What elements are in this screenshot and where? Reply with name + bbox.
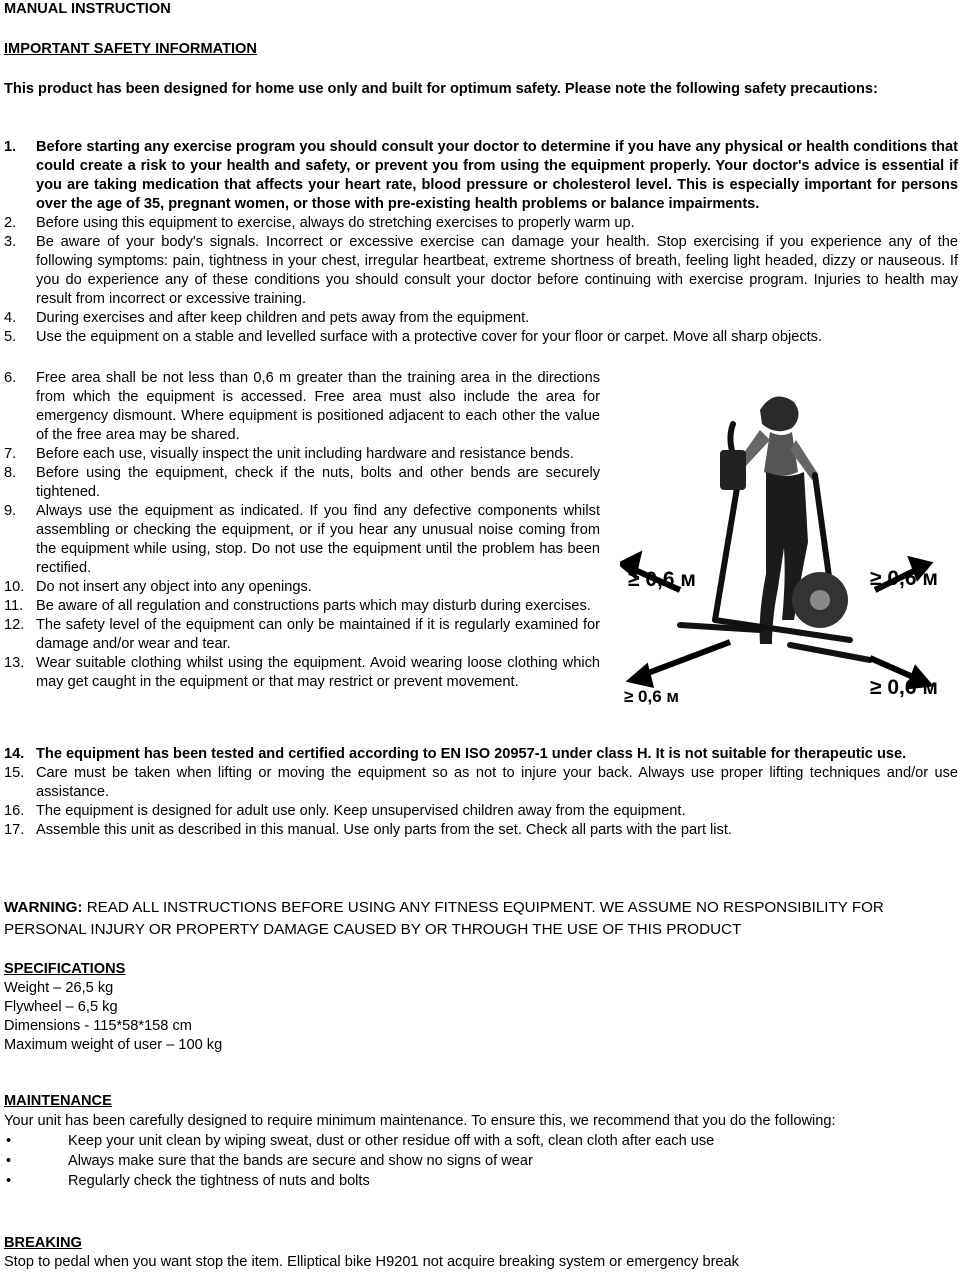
list-item: 10. Do not insert any object into any openings.: [4, 579, 312, 595]
maintenance-list: [4, 1131, 958, 1191]
console: [720, 450, 746, 490]
list-item: 8. Before using the equipment, check if the nuts, bolts and other bends are securely tightened.: [4, 465, 600, 500]
breaking-text: Stop to pedal when you want stop the item. Elliptical bike H9201 not acquire breaking system or emergency break: [4, 1254, 739, 1270]
breaking-heading: BREAKING: [4, 1235, 82, 1251]
safety-list-bottom: [4, 745, 958, 840]
list-item: 6. Free area shall be not less than 0,6 m greater than the training area in the directions from which the equipment is accessed. Free area must also include the area for emergency dismount. Where equipment is positioned adjacent to each other the value of the free area may be shared.: [4, 370, 600, 443]
bullet-icon: •: [6, 1133, 12, 1149]
spec-line: Weight – 26,5 kg: [4, 980, 114, 996]
list-item: 13. Wear suitable clothing whilst using the equipment. Avoid wearing loose clothing which may get caught in the equipment or that may restrict or prevent movement.: [4, 655, 600, 690]
list-item: 1. Before starting any exercise program you should consult your doctor to determine if you have any physical or health conditions that could create a risk to your health and safety, or prevent you from using the equipment properly. Your doctor's advice is essential if you are taking medication that affects your heart rate, blood pressure or cholesterol level. This is especially important for persons over the age of 35, pregnant women, or those with pre-existing health problems or balance impairments.: [4, 139, 958, 212]
list-item: • Regularly check the tightness of nuts and bolts: [6, 1173, 370, 1189]
list-item: 15. Care must be taken when lifting or moving the equipment so as not to injure your back. Always use proper lifting techniques and/or use assistance.: [4, 765, 958, 800]
specifications-heading: SPECIFICATIONS: [4, 961, 126, 977]
maintenance-intro: Your unit has been carefully designed to require minimum maintenance. To ensure this, we recommend that you do the following:: [4, 1113, 836, 1129]
list-item: 12. The safety level of the equipment can only be maintained if it is regularly examined for damage and/or wear and tear.: [4, 617, 600, 652]
specifications-list: [4, 979, 222, 1055]
warning-notice: WARNING: READ ALL INSTRUCTIONS BEFORE USING ANY FITNESS EQUIPMENT. WE ASSUME NO RESPONSIBILITY FOR PERSONAL INJURY OR PROPERTY DAMAGE CAUSED BY OR THROUGH THE USE OF THIS PRODUCT: [4, 899, 884, 938]
list-item: 14. The equipment has been tested and certified according to EN ISO 20957-1 under class H. It is not suitable for therapeutic use.: [4, 746, 907, 762]
label-left-top: ≥ 0,6 м: [628, 568, 696, 591]
bullet-icon: •: [6, 1153, 12, 1169]
manual-title: MANUAL INSTRUCTION: [4, 1, 171, 17]
list-item: 11. Be aware of all regulation and constructions parts which may disturb during exercises.: [4, 598, 591, 614]
label-right-top: ≥ 0,6 м: [870, 567, 938, 590]
list-item: 5. Use the equipment on a stable and levelled surface with a protective cover for your floor or carpet. Move all sharp objects.: [4, 329, 823, 345]
maintenance-heading: MAINTENANCE: [4, 1093, 112, 1109]
label-right-bottom: ≥ 0,6 м: [870, 676, 938, 699]
safety-list-top: [4, 138, 958, 347]
list-item: 9. Always use the equipment as indicated. If you find any defective components whilst assembling or checking the equipment, or if you hear any unusual noise coming from the equipment while using, stop. Do not use the equipment until the problem has been rectified.: [4, 503, 600, 576]
list-item: 3. Be aware of your body's signals. Incorrect or excessive exercise can damage your health. Stop exercising if you experience any of the following symptoms: pain, tightness in your chest, irregular heartbeat, extreme shortness of breath, feeling light headed, dizzy or nauseous. If you do experience any of these conditions you should consult your doctor before continuing with exercise program. Injuries to health may result from incorrect or excessive training.: [4, 234, 958, 307]
list-item: 2. Before using this equipment to exercise, always do stretching exercises to properly warm up.: [4, 215, 635, 231]
list-item: • Keep your unit clean by wiping sweat, dust or other residue off with a soft, clean cloth after each use: [6, 1133, 715, 1149]
spec-line: Dimensions - 115*58*158 cm: [4, 1018, 192, 1034]
elliptical-trainer-illustration: [620, 380, 960, 710]
spec-line: Flywheel – 6,5 kg: [4, 999, 118, 1015]
elliptical-trainer-figure: [620, 380, 960, 710]
bullet-icon: •: [6, 1173, 12, 1189]
safety-heading: IMPORTANT SAFETY INFORMATION: [4, 41, 257, 57]
list-item: 16. The equipment is designed for adult use only. Keep unsupervised children away from the equipment.: [4, 803, 686, 819]
safety-list-middle: [4, 369, 600, 692]
label-left-bottom: ≥ 0,6 м: [624, 687, 679, 706]
list-item: 17. Assemble this unit as described in this manual. Use only parts from the set. Check all parts with the part list.: [4, 822, 732, 838]
safety-intro: This product has been designed for home use only and built for optimum safety. Please note the following safety precautions:: [4, 81, 878, 97]
list-item: 7. Before each use, visually inspect the unit including hardware and resistance bends.: [4, 446, 574, 462]
list-item: 4. During exercises and after keep children and pets away from the equipment.: [4, 310, 530, 326]
spec-line: Maximum weight of user – 100 kg: [4, 1037, 223, 1053]
list-item: • Always make sure that the bands are secure and show no signs of wear: [6, 1153, 533, 1169]
